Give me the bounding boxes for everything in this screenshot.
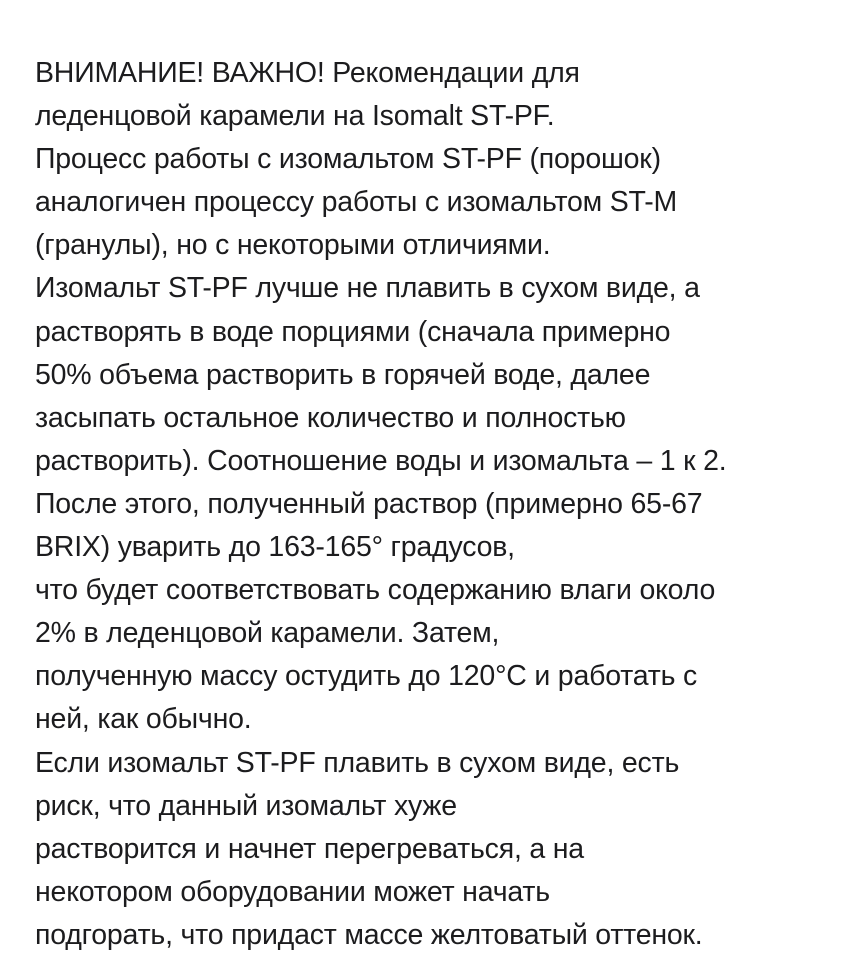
document-text xyxy=(35,52,835,957)
text-line: BRIX) уварить до 163-165° градусов, xyxy=(35,531,515,564)
text-line: 2% в леденцовой карамели. Затем, xyxy=(35,617,500,650)
text-line: риск, что данный изомальт хуже xyxy=(35,789,457,822)
text-line: растворится и начнет перегреваться, а на xyxy=(35,832,584,865)
text-line: После этого, полученный раствор (примерно 65-67 xyxy=(35,487,703,520)
text-line: ней, как обычно. xyxy=(35,703,252,736)
text-line: растворить). Соотношение воды и изомальта – 1 к 2. xyxy=(35,444,727,477)
text-line-heading: ВНИМАНИЕ! ВАЖНО! Рекомендации для xyxy=(35,57,580,89)
text-line: (гранулы), но с некоторыми отличиями. xyxy=(35,229,551,262)
text-line: аналогичен процессу работы с изомальтом ST-M xyxy=(35,186,678,219)
text-line: некотором оборудовании может начать xyxy=(35,875,550,908)
text-line: Изомальт ST-PF лучше не плавить в сухом виде, а xyxy=(35,272,700,305)
text-line: засыпать остальное количество и полностью xyxy=(35,401,626,434)
text-line: что будет соответствовать содержанию влаги около xyxy=(35,574,716,607)
text-line: Процесс работы с изомальтом ST-PF (порошок) xyxy=(35,143,661,176)
text-line: растворять в воде порциями (сначала примерно xyxy=(35,315,671,348)
text-line: 50% объема растворить в горячей воде, далее xyxy=(35,358,651,391)
text-line: леденцовой карамели на Isomalt ST-PF. xyxy=(35,100,555,133)
text-line: подгорать, что придаст массе желтоватый оттенок. xyxy=(35,918,703,951)
text-line: Если изомальт ST-PF плавить в сухом виде, есть xyxy=(35,746,680,779)
text-line: полученную массу остудить до 120°C и работать с xyxy=(35,660,698,693)
